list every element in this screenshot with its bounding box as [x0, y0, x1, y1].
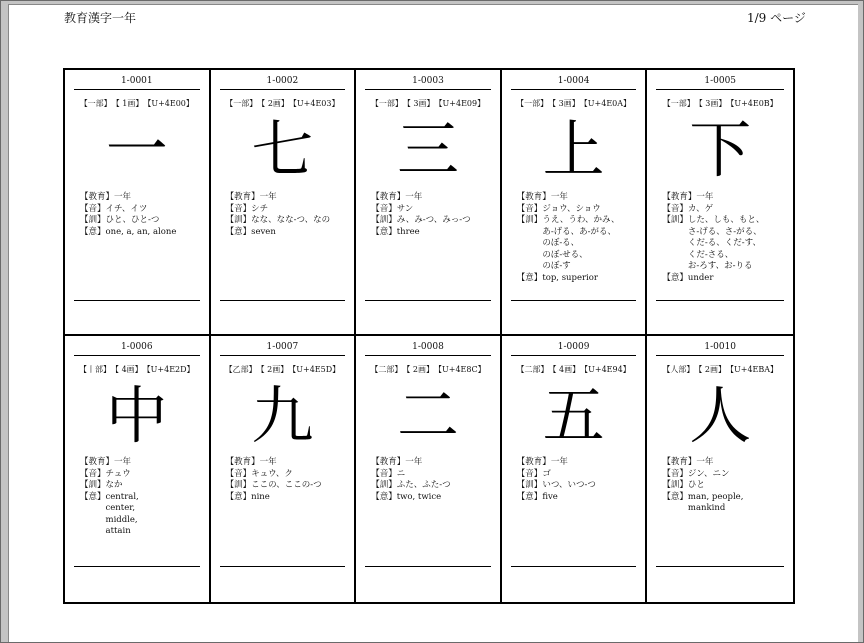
radical-tag: 【人部】: [662, 365, 695, 374]
card-top-rule: [365, 355, 491, 356]
stroke-count-tag: 【 2画】: [406, 365, 435, 374]
kun-reading-value: ひと、ひと-つ: [105, 215, 160, 225]
kanji-card: [211, 70, 357, 336]
stroke-count-tag: 【 3画】: [406, 99, 435, 108]
unicode-tag: 【U+4E09】: [438, 99, 486, 108]
kun-reading-value: ここの、ここの-つ: [251, 480, 322, 490]
on-reading-value: ジョウ、ショウ: [542, 203, 601, 214]
kanji-card: [647, 336, 793, 602]
card-top-rule: [511, 355, 637, 356]
unicode-tag: 【U+4E94】: [584, 365, 631, 374]
on-reading-value: カ、ゲ: [687, 203, 714, 214]
on-label: 【音】: [371, 203, 397, 214]
stroke-count-tag: 【 2画】: [260, 365, 289, 374]
meaning-row: [662, 492, 789, 515]
kun-reading-row: [226, 480, 351, 492]
grade-label: 【教育】: [80, 192, 115, 202]
kun-reading-value: なな、なな-つ、なの: [251, 215, 331, 225]
meaning-label: 【意】: [662, 272, 688, 283]
unicode-tag: 【U+4E00】: [147, 99, 194, 108]
stroke-count-tag: 【 4画】: [115, 365, 143, 374]
card-info: [226, 457, 351, 503]
kun-reading-value: なか: [105, 480, 123, 490]
grade-row: [371, 192, 496, 204]
unicode-tag: 【U+4E8C】: [438, 365, 486, 374]
kanji-character: 二: [396, 379, 459, 452]
kun-reading-value: み、み-つ、みっ-つ: [396, 215, 471, 225]
meaning-value: three: [396, 226, 420, 237]
card-bottom-rule: [365, 566, 491, 567]
on-reading-row: [226, 469, 351, 481]
radical-tag: 【二部】: [370, 365, 403, 374]
unicode-tag: 【U+4E0B】: [730, 99, 778, 108]
meaning-value: one, a, an, alone: [105, 226, 177, 237]
on-label: 【音】: [516, 203, 543, 214]
kun-reading-row: [662, 215, 789, 273]
kanji-card: [211, 336, 357, 602]
grade-label: 【教育】: [662, 457, 697, 467]
meaning-value: central, center, middle, attain: [105, 491, 139, 536]
kanji-character: 中: [105, 379, 168, 452]
card-info: [226, 192, 351, 238]
card-code: 1-0006: [120, 342, 153, 352]
unicode-tag: 【U+4E0A】: [583, 99, 632, 108]
card-bottom-rule: [656, 300, 784, 301]
unicode-tag: 【U+4E2D】: [146, 365, 195, 374]
meaning-value: man, people, mankind: [687, 491, 744, 513]
meaning-row: [517, 492, 642, 504]
kun-reading-row: [662, 480, 789, 492]
meaning-label: 【意】: [371, 491, 397, 502]
kun-label: 【訓】: [225, 480, 252, 490]
card-code: 1-0003: [412, 76, 444, 86]
meaning-value: top, superior: [542, 272, 598, 283]
grade-value: 一年: [114, 192, 132, 202]
meaning-row: [80, 227, 205, 239]
grade-value: 一年: [550, 457, 568, 467]
grade-row: [662, 457, 789, 469]
card-info: [517, 192, 642, 284]
on-reading-value: サン: [396, 203, 414, 214]
card-code: 1-0002: [266, 76, 299, 86]
on-reading-value: キュウ、ク: [251, 468, 293, 479]
card-tags: [356, 364, 500, 375]
kun-label: 【訓】: [80, 480, 106, 490]
radical-tag: 【丨部】: [79, 365, 112, 374]
card-top-rule: [220, 355, 346, 356]
meaning-label: 【意】: [80, 226, 106, 237]
meaning-label: 【意】: [225, 491, 252, 502]
document-page: [8, 4, 858, 642]
grade-label: 【教育】: [662, 192, 697, 202]
grade-value: 一年: [550, 192, 568, 202]
grade-value: 一年: [696, 457, 714, 467]
on-label: 【音】: [225, 203, 252, 214]
meaning-value: under: [687, 272, 714, 283]
card-bottom-rule: [365, 300, 491, 301]
card-bottom-rule: [220, 300, 346, 301]
card-info: [371, 457, 496, 503]
unicode-tag: 【U+4EBA】: [730, 365, 779, 374]
on-reading-value: シチ: [251, 203, 269, 214]
kun-label: 【訓】: [662, 480, 688, 490]
meaning-label: 【意】: [371, 226, 397, 237]
radical-tag: 【一部】: [662, 99, 695, 108]
kun-label: 【訓】: [225, 215, 252, 225]
card-info: [662, 192, 789, 284]
meaning-row: [371, 227, 496, 239]
kanji-card: [502, 70, 648, 336]
card-tags: [647, 98, 793, 109]
card-bottom-rule: [74, 300, 200, 301]
card-top-rule: [220, 89, 346, 90]
meaning-value: nine: [251, 491, 270, 502]
kanji-card: [65, 70, 211, 336]
card-tags: [502, 98, 646, 109]
on-reading-value: イチ、イツ: [105, 203, 148, 214]
kun-reading-value: ひと: [687, 480, 705, 490]
kanji-character: 九: [251, 379, 314, 452]
card-tags: [65, 364, 209, 375]
meaning-row: [371, 492, 496, 504]
grade-value: 一年: [259, 457, 277, 467]
card-info: [80, 457, 205, 538]
on-label: 【音】: [516, 468, 543, 479]
on-label: 【音】: [225, 468, 252, 479]
card-code: 1-0009: [557, 342, 590, 352]
on-reading-row: [517, 469, 642, 481]
document-title: 教育漢字一年: [64, 11, 137, 25]
kun-label: 【訓】: [371, 215, 397, 225]
radical-tag: 【一部】: [516, 99, 549, 108]
grade-label: 【教育】: [371, 192, 406, 202]
stroke-count-tag: 【 3画】: [698, 99, 727, 108]
grade-label: 【教育】: [371, 457, 406, 467]
card-tags: [211, 98, 355, 109]
kun-reading-value: ふた、ふた-つ: [396, 480, 451, 490]
card-code: 1-0007: [266, 342, 299, 352]
card-top-rule: [656, 355, 784, 356]
card-top-rule: [74, 355, 200, 356]
card-bottom-rule: [656, 566, 784, 567]
page-number: 1/9 ページ: [747, 11, 806, 25]
grade-label: 【教育】: [516, 457, 551, 467]
card-code: 1-0004: [557, 76, 590, 86]
unicode-tag: 【U+4E03】: [292, 99, 340, 108]
kun-reading-row: [80, 215, 205, 227]
stroke-count-tag: 【 2画】: [698, 365, 726, 374]
kun-reading-row: [371, 215, 496, 227]
card-code: 1-0001: [120, 76, 153, 86]
on-reading-value: ジン、ニン: [687, 468, 730, 479]
on-label: 【音】: [371, 468, 397, 479]
grade-value: 一年: [405, 457, 423, 467]
on-reading-row: [80, 469, 205, 481]
stroke-count-tag: 【 4画】: [552, 365, 581, 374]
grade-value: 一年: [405, 192, 423, 202]
card-tags: [211, 364, 355, 375]
grade-value: 一年: [114, 457, 132, 467]
card-code: 1-0005: [704, 76, 737, 86]
card-bottom-rule: [220, 566, 346, 567]
unicode-tag: 【U+4E5D】: [292, 365, 341, 374]
card-top-rule: [656, 89, 784, 90]
on-reading-row: [80, 204, 205, 216]
kun-label: 【訓】: [371, 480, 397, 490]
kun-reading-value: いつ、いつ-つ: [542, 480, 596, 490]
grade-row: [517, 192, 642, 204]
card-tags: [356, 98, 500, 109]
on-label: 【音】: [662, 468, 688, 479]
grade-label: 【教育】: [516, 192, 551, 202]
grade-value: 一年: [696, 192, 714, 202]
meaning-label: 【意】: [225, 226, 252, 237]
card-info: [371, 192, 496, 238]
card-code: 1-0010: [704, 342, 737, 352]
kanji-card: [356, 70, 502, 336]
radical-tag: 【一部】: [79, 99, 112, 108]
meaning-label: 【意】: [516, 272, 543, 283]
kun-reading-row: [226, 215, 351, 227]
kun-reading-row: [80, 480, 205, 492]
on-reading-row: [662, 204, 789, 216]
stroke-count-tag: 【 2画】: [261, 99, 289, 108]
kanji-character: 一: [105, 113, 168, 186]
meaning-value: two, twice: [396, 491, 442, 502]
grade-label: 【教育】: [225, 457, 260, 467]
on-reading-row: [226, 204, 351, 216]
kanji-card: [647, 70, 793, 336]
grade-label: 【教育】: [225, 192, 260, 202]
card-bottom-rule: [511, 566, 637, 567]
stroke-count-tag: 【 1画】: [115, 99, 144, 108]
on-label: 【音】: [80, 468, 106, 479]
meaning-label: 【意】: [516, 491, 543, 502]
radical-tag: 【一部】: [370, 99, 403, 108]
radical-tag: 【一部】: [225, 99, 258, 108]
card-tags: [502, 364, 646, 375]
meaning-label: 【意】: [662, 491, 688, 502]
on-reading-row: [371, 204, 496, 216]
meaning-value: seven: [251, 226, 276, 237]
kanji-card: [502, 336, 648, 602]
on-reading-row: [662, 469, 789, 481]
card-tags: [647, 364, 793, 375]
radical-tag: 【二部】: [516, 365, 549, 374]
grade-row: [226, 457, 351, 469]
kun-reading-value: した、しも、もと、 さ-げる、さ-がる、 くだ-る、くだ-す、 くだ-さる、 お-ろす、お-りる: [687, 215, 765, 271]
meaning-row: [662, 273, 789, 285]
kanji-character: 三: [396, 113, 459, 186]
card-bottom-rule: [511, 300, 637, 301]
kun-reading-value: うえ、うわ、かみ、 あ-げる、あ-がる、 のぼ-る、 のぼ-せる、 のぼ-す: [542, 215, 620, 271]
grade-row: [371, 457, 496, 469]
grade-row: [80, 457, 205, 469]
card-top-rule: [365, 89, 491, 90]
on-label: 【音】: [662, 203, 688, 214]
card-tags: [65, 98, 209, 109]
on-reading-row: [517, 204, 642, 216]
meaning-row: [226, 492, 351, 504]
meaning-label: 【意】: [80, 491, 106, 502]
card-top-rule: [511, 89, 637, 90]
meaning-value: five: [542, 491, 558, 502]
card-info: [662, 457, 789, 515]
meaning-row: [517, 273, 642, 285]
kanji-card: [356, 336, 502, 602]
card-code: 1-0008: [412, 342, 444, 352]
on-reading-row: [371, 469, 496, 481]
on-reading-value: チュウ: [105, 468, 131, 479]
grade-value: 一年: [259, 192, 277, 202]
card-info: [517, 457, 642, 503]
on-reading-value: ニ: [396, 468, 406, 479]
radical-tag: 【乙部】: [224, 365, 257, 374]
kun-reading-row: [517, 480, 642, 492]
card-info: [80, 192, 205, 238]
meaning-row: [80, 492, 205, 538]
meaning-row: [226, 227, 351, 239]
kanji-card-grid: [63, 68, 795, 604]
kun-reading-row: [517, 215, 642, 273]
grade-row: [517, 457, 642, 469]
grade-row: [226, 192, 351, 204]
kun-reading-row: [371, 480, 496, 492]
card-bottom-rule: [74, 566, 200, 567]
on-label: 【音】: [80, 203, 106, 214]
kanji-character: 人: [689, 379, 752, 452]
kanji-character: 七: [251, 113, 314, 186]
stroke-count-tag: 【 3画】: [552, 99, 580, 108]
kanji-character: 下: [689, 113, 752, 186]
kanji-character: 上: [542, 113, 605, 186]
grade-row: [662, 192, 789, 204]
kun-label: 【訓】: [80, 215, 106, 225]
kun-label: 【訓】: [516, 480, 543, 490]
grade-row: [80, 192, 205, 204]
kun-label: 【訓】: [662, 215, 688, 225]
grade-label: 【教育】: [80, 457, 115, 467]
card-top-rule: [74, 89, 200, 90]
kanji-character: 五: [542, 379, 605, 452]
kanji-card: [65, 336, 211, 602]
on-reading-value: ゴ: [542, 468, 551, 479]
kun-label: 【訓】: [516, 215, 543, 225]
